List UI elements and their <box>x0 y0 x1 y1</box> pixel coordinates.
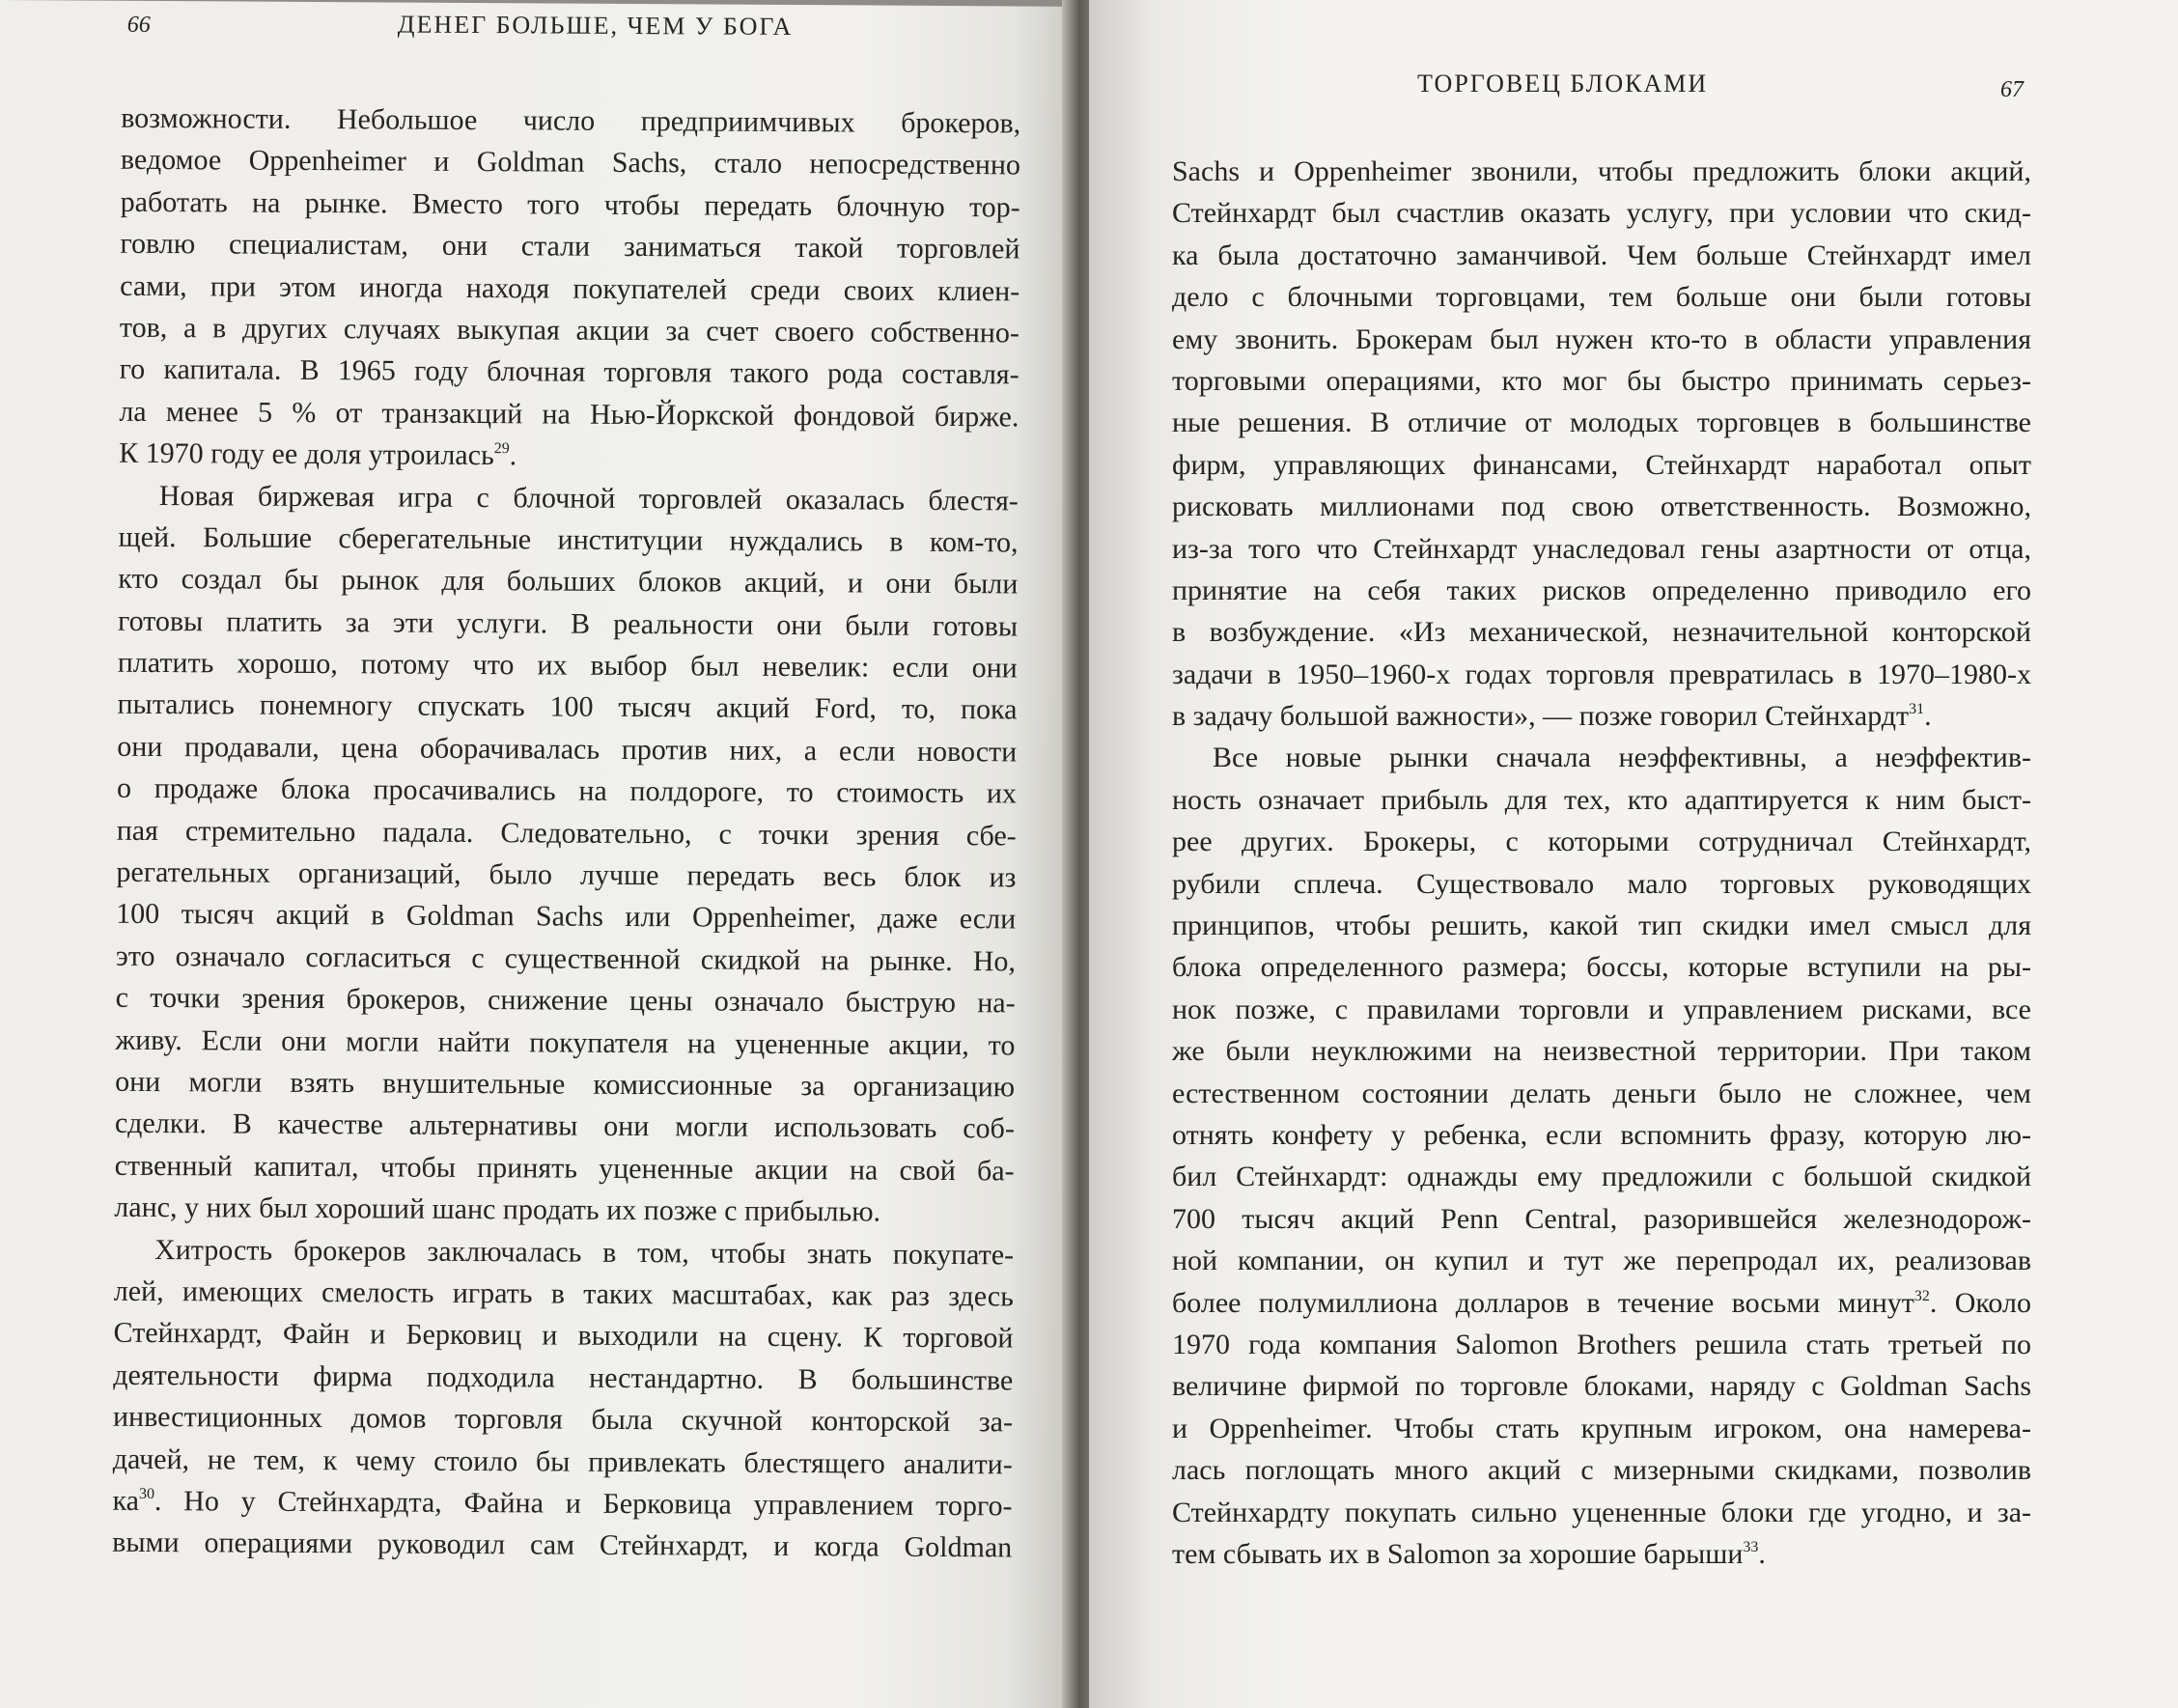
footnote-ref: 29 <box>493 440 510 458</box>
text-line: они могли взять внушительные комиссионные за организацию <box>115 1065 1016 1104</box>
text-line: пая стремительно падала. Следовательно, с точки зрения сбе- <box>116 814 1017 853</box>
text-line: рисковать миллионами под свою ответственность. Возможно, <box>1172 490 2031 523</box>
text-line: щей. Большие сберегательные институции нуждались в ком-то, <box>118 520 1019 559</box>
text-line: Стейнхардту покупать сильно уцененные блоки где угодно, и за- <box>1172 1496 2031 1528</box>
text-line: 1970 года компания Salomon Brothers решила стать третьей по <box>1172 1328 2031 1360</box>
text-line: кто создал бы рынок для больших блоков акций, и они были <box>118 563 1019 601</box>
text-line: отнять конфету у ребенка, если вспомнить фразу, которую лю- <box>1172 1118 2031 1151</box>
text-line: 700 тысяч акций Penn Central, разорившейся железнодорож- <box>1172 1202 2031 1235</box>
footnote-ref: 31 <box>1909 701 1925 718</box>
text-line: нок позже, с правилами торговли и управлением рисками, все <box>1172 993 2031 1025</box>
text-line: сделки. В качестве альтернативы они могли использовать соб- <box>114 1107 1015 1145</box>
text-line: о продаже блока просачивались на полдороге, то стоимость их <box>116 772 1018 810</box>
text-line: ланс, у них был хороший шанс продать их позже с прибылью. <box>114 1190 881 1228</box>
right-page <box>1089 0 2178 1708</box>
text-line: ка была достаточно заманчивой. Чем больше Стейнхардт имел <box>1172 238 2031 271</box>
text-line: ность означает прибыль для тех, кто адаптируется к ним быст- <box>1172 783 2031 816</box>
text-line: инвестиционных домов торговля была скучной конторской за- <box>112 1400 1014 1439</box>
text-line: тем сбывать их в Salomon за хорошие барыши$^{33}$. <box>1172 1537 1766 1570</box>
footnote-ref: 30 <box>138 1485 155 1502</box>
text-line: пытались понемногу спускать 100 тысяч акций Ford, то, пока <box>117 688 1018 726</box>
text-line: блока определенного размера; боссы, которые вступили на ры- <box>1172 951 2031 984</box>
text-line: говлю специалистам, они стали заниматься такой торговлей <box>120 227 1020 266</box>
text-line: живу. Если они могли найти покупателя на уцененные акции, то <box>115 1023 1016 1062</box>
text-line: Все новые рынки сначала неэффективны, а неэффектив- <box>1213 742 2031 774</box>
text-line: рубили сплеча. Существовало мало торговых руководящих <box>1172 867 2031 900</box>
text-line: К 1970 году ее доля утроилась$^{29}$. <box>119 436 517 472</box>
text-line: более полумиллиона долларов в течение восьми минут$^{32}$. Около <box>1172 1286 2031 1319</box>
text-line: дело с блочными торговцами, тем больше они были готовы <box>1172 281 2031 314</box>
text-line: ной компании, он купил и тут же перепродал их, реализовав <box>1172 1245 2031 1277</box>
text-line: принятие на себя таких рисков определенно приводило его <box>1172 574 2031 606</box>
text-line: регательных организаций, было лучше передать весь блок из <box>116 855 1017 894</box>
text-line: выми операциями руководил сам Стейнхардт, и когда Goldman <box>112 1526 1013 1564</box>
page-number: 66 <box>126 12 151 38</box>
text-line: величине фирмой по торговле блоками, наряду с Goldman Sachs <box>1172 1370 2031 1403</box>
text-line: платить хорошо, потому что их выбор был невелик: если они <box>117 646 1018 685</box>
text-line: Стейнхардт был счастлив оказать услугу, при условии что скид- <box>1172 197 2031 230</box>
text-line: в возбуждение. «Из механической, незначительной конторской <box>1172 616 2031 649</box>
text-line: лась поглощать много акций с мизерными скидками, позволив <box>1172 1454 2031 1487</box>
text-line: это означало согласиться с существенной скидкой на рынке. Но, <box>115 939 1017 978</box>
text-line: дачей, не тем, к чему стоило бы привлекать блестящего аналити- <box>112 1442 1013 1480</box>
body-text <box>1172 151 2031 1575</box>
text-line: ведомое Oppenheimer и Goldman Sachs, стало непосредственно <box>120 144 1021 182</box>
text-line: и Oppenheimer. Чтобы стать крупным игроком, она намерева- <box>1172 1412 2031 1444</box>
text-line: бил Стейнхардт: однажды ему предложили с большой скидкой <box>1172 1161 2031 1193</box>
text-line: Sachs и Oppenheimer звонили, чтобы предложить блоки акций, <box>1172 155 2031 187</box>
running-head: ТОРГОВЕЦ БЛОКАМИ <box>1417 70 1709 98</box>
text-line: ные решения. В отличие от молодых торговцев в большинстве <box>1172 406 2031 439</box>
text-line: готовы платить за эти услуги. В реальности они были готовы <box>117 604 1019 643</box>
text-line: го капитала. В 1965 году блочная торговля такого рода составля- <box>119 353 1019 391</box>
page-number: 67 <box>2000 77 2024 102</box>
text-line: рее других. Брокеры, с которыми сотрудничал Стейнхардт, <box>1172 826 2031 858</box>
text-line: из-за того что Стейнхардт унаследовал гены азартности от отца, <box>1172 532 2031 565</box>
text-line: сами, при этом иногда находя покупателей среди своих клиен- <box>120 269 1020 308</box>
text-line: ственный капитал, чтобы принять уцененные акции на свой ба- <box>114 1149 1015 1188</box>
text-line: же были неуклюжими на неизвестной территории. При таком <box>1172 1035 2031 1068</box>
text-line: торговыми операциями, кто мог бы быстро принимать серьез- <box>1172 364 2031 397</box>
text-line: с точки зрения брокеров, снижение цены означало быструю на- <box>115 981 1016 1020</box>
text-line: ему звонить. Брокерам был нужен кто-то в области управления <box>1172 322 2031 355</box>
text-line: Новая биржевая игра с блочной торговлей оказалась блестя- <box>158 479 1019 517</box>
footnote-ref: 32 <box>1913 1287 1930 1304</box>
text-line: Стейнхардт, Файн и Берковиц и выходили на сцену. К торговой <box>113 1317 1014 1355</box>
text-line: в задачу большой важности», — позже говорил Стейнхардт$^{31}$. <box>1172 700 1932 733</box>
left-page <box>0 0 1079 1708</box>
footnote-ref: 33 <box>1743 1538 1759 1555</box>
text-line: фирм, управляющих финансами, Стейнхардт наработал опыт <box>1172 448 2031 481</box>
running-head: ДЕНЕГ БОЛЬШЕ, ЧЕМ У БОГА <box>397 10 794 42</box>
body-text <box>112 98 1020 1569</box>
text-line: 100 тысяч акций в Goldman Sachs или Oppenheimer, даже если <box>116 898 1017 936</box>
text-line: работать на рынке. Вместо того чтобы передать блочную тор- <box>120 185 1020 224</box>
text-line: Хитрость брокеров заключалась в том, чтобы знать покупате- <box>154 1233 1015 1271</box>
text-line: тов, а в других случаях выкупая акции за счет своего собственно- <box>119 311 1020 350</box>
text-line: ла менее 5 % от транзакций на Нью-Йоркской фондовой бирже. <box>119 395 1019 434</box>
text-line: принципов, чтобы решить, какой тип скидки имел смысл для <box>1172 910 2031 942</box>
text-line: возможности. Небольшое число предприимчивых брокеров, <box>121 101 1021 140</box>
text-line: $ка^{30}$. Но у Стейнхардта, Файна и Берковица управлением торго- <box>112 1484 1013 1523</box>
text-line: лей, имеющих смелость играть в таких масштабах, как раз здесь <box>113 1274 1014 1313</box>
text-line: деятельности фирма подходила нестандартно. В большинстве <box>113 1358 1014 1397</box>
text-line: они продавали, цена оборачивалась против них, а если новости <box>117 730 1018 769</box>
text-line: естественном состоянии делать деньги было не сложнее, чем <box>1172 1077 2031 1109</box>
text-line: задачи в 1950–1960-х годах торговля превратилась в 1970–1980-х <box>1172 658 2031 690</box>
